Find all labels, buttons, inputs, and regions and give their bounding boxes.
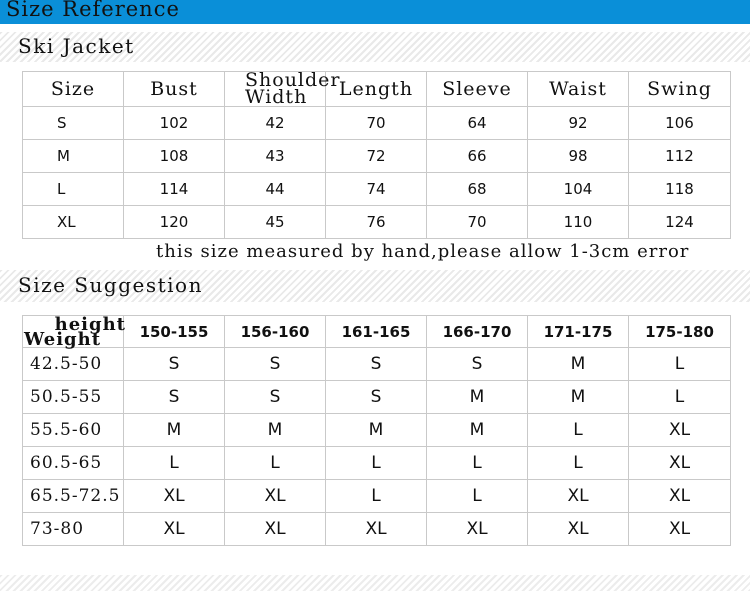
table-cell: L <box>326 447 427 480</box>
table-cell: 92 <box>528 107 629 140</box>
column-header: Size <box>23 72 124 107</box>
table-cell: 102 <box>124 107 225 140</box>
size-suggestion-section-header <box>0 270 750 302</box>
table-cell: 108 <box>124 140 225 173</box>
table-cell: 43 <box>225 140 326 173</box>
table-row <box>23 206 731 239</box>
weight-cell: 65.5-72.5 <box>23 480 124 513</box>
weight-cell: 50.5-55 <box>23 381 124 414</box>
table-header-row <box>23 316 731 348</box>
table-cell: 70 <box>326 107 427 140</box>
table-cell: 64 <box>427 107 528 140</box>
table-cell: S <box>225 381 326 414</box>
table-cell: 42 <box>225 107 326 140</box>
table-cell: XL <box>427 513 528 546</box>
table-cell: L <box>326 480 427 513</box>
table-header-row <box>23 72 731 107</box>
table-cell: L <box>427 480 528 513</box>
weight-cell: 73-80 <box>23 513 124 546</box>
table-cell: XL <box>225 513 326 546</box>
table-cell: XL <box>528 480 629 513</box>
column-header-line: Shoulder <box>245 69 341 91</box>
table-cell: M <box>427 381 528 414</box>
height-axis-label: height <box>54 314 126 335</box>
weight-cell: 42.5-50 <box>23 348 124 381</box>
height-header: 171-175 <box>528 316 629 348</box>
table-cell: S <box>124 381 225 414</box>
table-row <box>23 414 731 447</box>
height-header: 150-155 <box>124 316 225 348</box>
table-row <box>23 447 731 480</box>
table-cell: M <box>528 381 629 414</box>
table-row <box>23 381 731 414</box>
table-cell: M <box>427 414 528 447</box>
table-cell: 44 <box>225 173 326 206</box>
table-row <box>23 480 731 513</box>
table-row <box>23 348 731 381</box>
column-header-shoulder-width <box>225 69 341 108</box>
size-suggestion-section-title: Size Suggestion <box>18 273 203 297</box>
measurement-note: this size measured by hand,please allow 1-3cm error <box>156 241 690 262</box>
table-cell: 45 <box>225 206 326 239</box>
table-cell: L <box>225 447 326 480</box>
table-cell: XL <box>225 480 326 513</box>
size-cell: S <box>23 107 124 140</box>
table-cell: L <box>528 447 629 480</box>
footer-stripe <box>0 575 750 591</box>
height-header: 161-165 <box>326 316 427 348</box>
table-cell: 68 <box>427 173 528 206</box>
table-cell: L <box>629 348 731 381</box>
table-cell: M <box>326 414 427 447</box>
ski-jacket-section-title: Ski Jacket <box>18 34 135 58</box>
table-cell: XL <box>124 513 225 546</box>
table-cell: L <box>629 381 731 414</box>
table-cell: S <box>427 348 528 381</box>
column-header: Bust <box>124 72 225 107</box>
table-cell: M <box>225 414 326 447</box>
column-header: Waist <box>528 72 629 107</box>
table-cell: S <box>124 348 225 381</box>
column-header-line: Width <box>245 86 308 108</box>
size-cell: XL <box>23 206 124 239</box>
column-header: Swing <box>629 72 731 107</box>
table-row <box>23 173 731 206</box>
table-cell: 112 <box>629 140 731 173</box>
table-cell: 124 <box>629 206 731 239</box>
table-row <box>23 107 731 140</box>
size-cell: L <box>23 173 124 206</box>
column-header: Length <box>326 72 427 107</box>
table-cell: 98 <box>528 140 629 173</box>
table-cell: 114 <box>124 173 225 206</box>
page-title: Size Reference <box>6 0 180 21</box>
weight-cell: 55.5-60 <box>23 414 124 447</box>
size-suggestion-table <box>22 315 731 546</box>
height-header: 166-170 <box>427 316 528 348</box>
table-cell: L <box>124 447 225 480</box>
table-cell: 120 <box>124 206 225 239</box>
table-cell: XL <box>629 447 731 480</box>
table-cell: 110 <box>528 206 629 239</box>
height-header: 175-180 <box>629 316 731 348</box>
table-cell: 104 <box>528 173 629 206</box>
table-cell: S <box>225 348 326 381</box>
table-cell: 72 <box>326 140 427 173</box>
table-cell: 74 <box>326 173 427 206</box>
header-bar <box>0 0 750 24</box>
table-cell: S <box>326 381 427 414</box>
table-cell: 106 <box>629 107 731 140</box>
table-cell: S <box>326 348 427 381</box>
table-row <box>23 513 731 546</box>
height-header: 156-160 <box>225 316 326 348</box>
column-header: Sleeve <box>427 72 528 107</box>
table-cell: 76 <box>326 206 427 239</box>
table-cell: L <box>427 447 528 480</box>
table-cell: 66 <box>427 140 528 173</box>
table-cell: XL <box>528 513 629 546</box>
table-cell: XL <box>629 513 731 546</box>
weight-cell: 60.5-65 <box>23 447 124 480</box>
ski-jacket-section-header <box>0 32 750 62</box>
table-cell: L <box>528 414 629 447</box>
corner-header-cell <box>23 316 124 348</box>
table-cell: XL <box>124 480 225 513</box>
table-row <box>23 140 731 173</box>
size-reference-table <box>22 71 731 239</box>
table-cell: XL <box>326 513 427 546</box>
table-cell: XL <box>629 414 731 447</box>
table-cell: M <box>124 414 225 447</box>
table-cell: 118 <box>629 173 731 206</box>
table-cell: 70 <box>427 206 528 239</box>
table-cell: M <box>528 348 629 381</box>
table-cell: XL <box>629 480 731 513</box>
weight-axis-label: Weight <box>24 329 102 350</box>
size-cell: M <box>23 140 124 173</box>
